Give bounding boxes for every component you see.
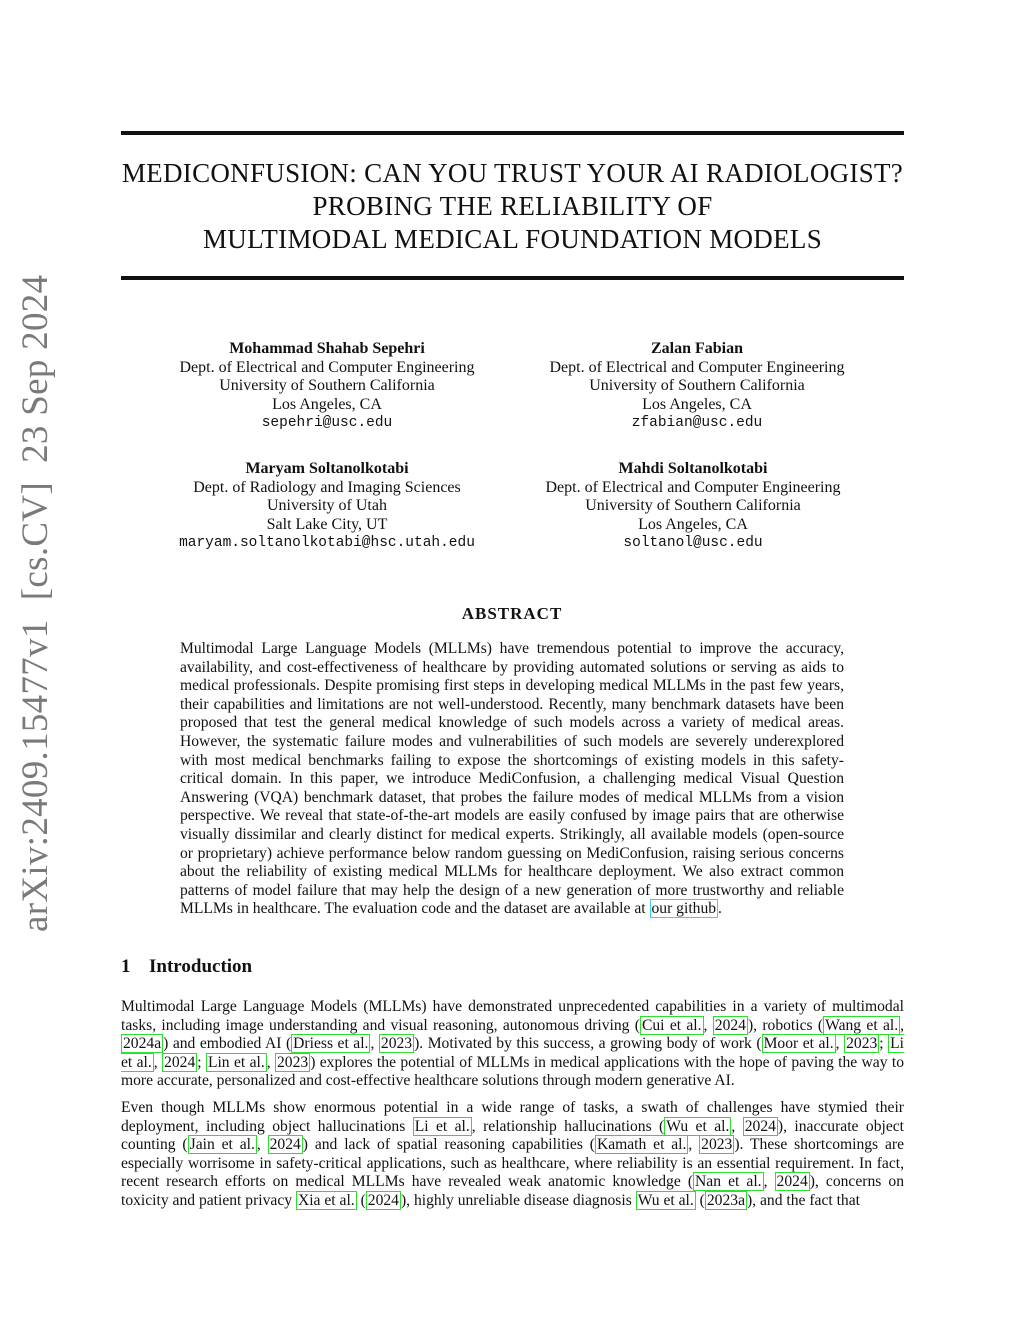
text-run: , <box>703 1016 713 1034</box>
text-run: ), inaccurate object counting ( <box>121 1117 904 1154</box>
citation-link[interactable]: Kamath et al. <box>596 1136 687 1154</box>
citation-link[interactable]: 2024 <box>744 1117 776 1135</box>
text-run: ; <box>197 1053 206 1071</box>
author-block <box>147 340 507 433</box>
title-rule-bottom <box>121 276 904 280</box>
author-university: University of Southern California <box>585 497 801 514</box>
title-line-3: MULTIMODAL MEDICAL FOUNDATION MODELS <box>202 224 823 254</box>
author-block <box>517 340 877 433</box>
title-line-1: MEDICONFUSION: CAN YOU TRUST YOUR AI RADIOLOGIST? <box>121 158 904 188</box>
author-name: Zalan Fabian <box>650 340 744 357</box>
abstract-text: Multimodal Large Language Models (MLLMs) have tremendous potential to improve the accuracy, availability, and cost-effectiveness of healthcare by providing automated solutions or serving as aids to medical professionals. Despite promising first steps in developing medical MLLMs in the past few years, their capabilities and limitations are not well-understood. Recently, many benchmark datasets have been proposed that test the general medical knowledge of such models across a variety of medical areas. However, the systematic failure modes and vulnerabilities of such models are severely underexplored with most medical benchmarks failing to expose the shortcomings of existing models in this safety-critical domain. In this paper, we introduce MediConfusion, a challenging medical Visual Question Answering (VQA) benchmark dataset, that probes the failure modes of medical MLLMs from a vision perspective. We reveal that state-of-the-art models are easily confused by image pairs that are otherwise visually dissimilar and clearly distinct for medical experts. Strikingly, all available models (open-source or proprietary) achieve performance below random guessing on MediConfusion, raising serious concerns about the reliability of existing medical MLLMs for healthcare deployment. We also extract common patterns of model failure that may help the design of a new generation of more trustworthy and reliable MLLMs in healthcare. The evaluation code and the dataset are available at <box>180 640 844 918</box>
author-department: Dept. of Radiology and Imaging Sciences <box>193 478 461 496</box>
citation-link[interactable]: 2023a <box>706 1191 745 1209</box>
author-department: Dept. of Electrical and Computer Engineering <box>545 478 841 496</box>
text-run: ), concerns on toxicity and patient privacy <box>121 1173 904 1209</box>
citation-link[interactable]: 2024 <box>164 1053 196 1071</box>
text-run: ( <box>695 1191 705 1209</box>
text-run: ). Motivated by this success, a growing body of work ( <box>414 1035 762 1053</box>
author-name: Mohammad Shahab Sepehri <box>229 340 425 357</box>
abstract-end: . <box>718 900 722 918</box>
citation-link[interactable]: Wu et al. <box>637 1191 694 1209</box>
text-run: , <box>731 1117 743 1135</box>
text-run: Even though MLLMs show enormous potential in a wide range of tasks, a swath of challenges have stymied their deployment, including object hallucinations <box>121 1099 904 1135</box>
citation-link[interactable]: 2024 <box>776 1173 808 1191</box>
text-run: ( <box>356 1191 366 1209</box>
citation-link[interactable]: Xia et al. <box>297 1191 355 1209</box>
citation-link[interactable]: 2024 <box>367 1191 399 1209</box>
text-run: ), and the fact that <box>746 1191 860 1209</box>
author-city: Los Angeles, CA <box>272 395 382 413</box>
citation-link[interactable]: Cui et al. <box>641 1016 702 1034</box>
github-link[interactable]: our github <box>651 900 717 918</box>
text-run: , <box>688 1136 700 1154</box>
author-email[interactable]: soltanol@usc.edu <box>623 535 763 551</box>
citation-link[interactable]: 2024 <box>714 1016 746 1034</box>
text-run: ) explores the potential of MLLMs in medical applications with the hope of paving the way to more accurate, personalized and cost-effective healthcare solutions through modern generative AI. <box>121 1053 905 1090</box>
citation-link[interactable]: Li et al. <box>121 1035 904 1071</box>
author-department: Dept. of Electrical and Computer Engineering <box>179 358 475 376</box>
citation-link[interactable]: 2023 <box>277 1053 309 1071</box>
author-department: Dept. of Electrical and Computer Engineering <box>549 358 845 376</box>
text-run: , <box>763 1173 775 1191</box>
text-run: ; <box>879 1035 889 1053</box>
citation-link[interactable]: Nan et al. <box>695 1173 762 1191</box>
citation-link[interactable]: Wang et al. <box>825 1016 899 1034</box>
text-run: , relationship hallucinations ( <box>471 1117 665 1135</box>
section-heading <box>121 956 252 978</box>
author-university: University of Southern California <box>589 377 805 394</box>
text-run: ). These shortcomings are especially worrisome in safety-critical applications, such as healthcare, where reliability is an essential requirement. In fact, recent research efforts on medical MLLMs have revealed weak anatomic knowledge ( <box>121 1136 904 1191</box>
arxiv-identifier: arXiv:2409.15477v1 [cs.CV] 23 Sep 2024 <box>15 274 56 932</box>
author-email[interactable]: sepehri@usc.edu <box>261 415 393 431</box>
text-run: ) and embodied AI ( <box>163 1035 292 1053</box>
author-email[interactable]: maryam.soltanolkotabi@hsc.utah.edu <box>179 535 475 551</box>
citation-link[interactable]: 2023 <box>380 1035 413 1053</box>
citation-link[interactable]: Driess et al. <box>293 1035 369 1053</box>
text-run: , <box>153 1053 163 1071</box>
text-run: , <box>256 1136 268 1154</box>
intro-paragraph-2 <box>121 1099 904 1211</box>
title-line-2: PROBING THE RELIABILITY OF <box>312 191 713 221</box>
author-city: Los Angeles, CA <box>642 395 752 413</box>
section-title: Introduction <box>149 956 253 977</box>
text-run: ), highly unreliable disease diagnosis <box>400 1191 636 1209</box>
author-name: Maryam Soltanolkotabi <box>245 460 409 477</box>
citation-link[interactable]: Lin et al. <box>207 1053 265 1071</box>
citation-link[interactable]: Jain et al. <box>189 1136 255 1154</box>
author-block <box>513 460 873 553</box>
text-run: , <box>370 1035 379 1053</box>
citation-link[interactable]: Moor et al. <box>763 1035 834 1053</box>
author-email[interactable]: zfabian@usc.edu <box>631 415 763 431</box>
paper-title <box>121 157 904 256</box>
text-run: ), robotics ( <box>747 1016 824 1034</box>
citation-link[interactable]: 2024 <box>269 1136 301 1154</box>
author-university: University of Southern California <box>219 377 435 394</box>
author-city: Salt Lake City, UT <box>266 515 388 533</box>
text-run: ) and lack of spatial reasoning capabilities ( <box>302 1136 595 1154</box>
section-number: 1 <box>121 956 131 977</box>
abstract-body <box>180 640 844 919</box>
author-block <box>147 460 507 553</box>
author-university: University of Utah <box>267 497 387 514</box>
citation-link[interactable]: Wu et al. <box>666 1117 730 1135</box>
intro-paragraph-1 <box>121 998 904 1091</box>
citation-link[interactable]: Li et al. <box>414 1117 470 1135</box>
text-run: , <box>266 1053 275 1071</box>
text-run: Multimodal Large Language Models (MLLMs) have demonstrated unprecedented capabilities in a variety of multimodal tasks, including image understanding and visual reasoning, autonomous driving ( <box>121 998 904 1034</box>
author-city: Los Angeles, CA <box>638 515 748 533</box>
citation-link[interactable]: 2023 <box>846 1035 878 1053</box>
citation-link[interactable]: 2024a <box>123 1035 162 1053</box>
author-name: Mahdi Soltanolkotabi <box>618 460 768 477</box>
citation-link[interactable]: 2023 <box>701 1136 733 1154</box>
text-run: , <box>835 1035 845 1053</box>
abstract-heading: ABSTRACT <box>461 604 563 623</box>
title-rule-top <box>121 131 904 135</box>
text-run: , <box>900 1016 905 1034</box>
